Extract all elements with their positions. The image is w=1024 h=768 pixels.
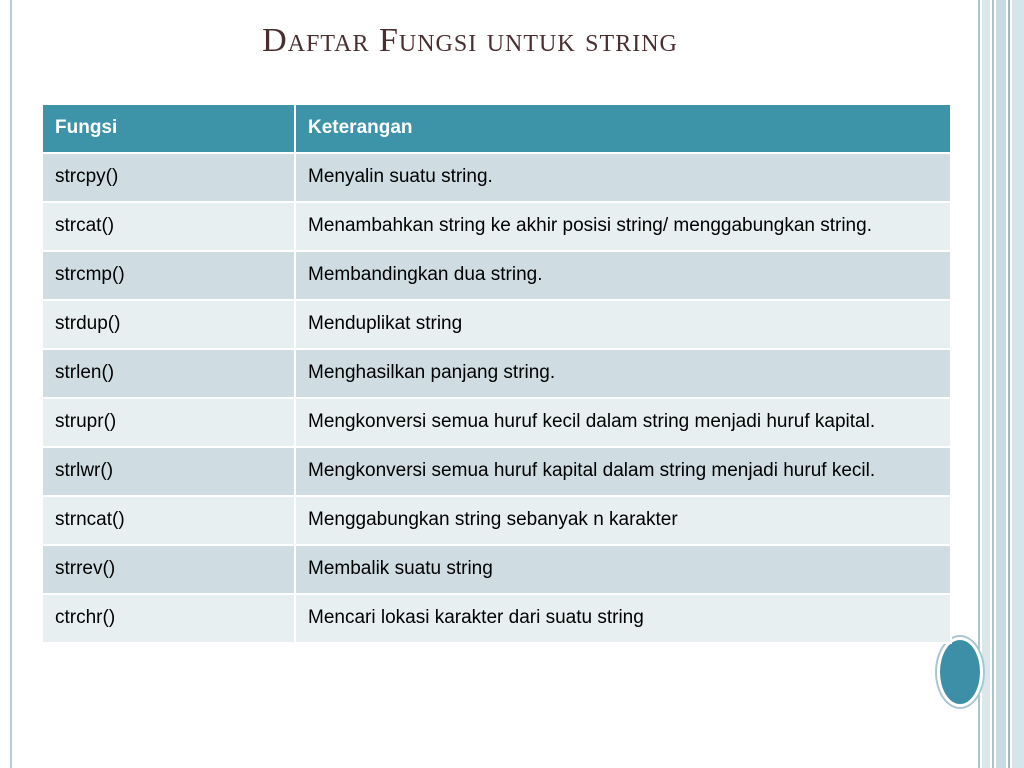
description-cell: Mengkonversi semua huruf kecil dalam string menjadi huruf kapital. — [295, 398, 951, 447]
table-row — [42, 349, 951, 398]
table-row — [42, 300, 951, 349]
description-cell: Menyalin suatu string. — [295, 153, 951, 202]
table-row — [42, 202, 951, 251]
table-header-row — [42, 104, 951, 153]
function-name-cell: strcpy() — [42, 153, 295, 202]
function-name-cell: strdup() — [42, 300, 295, 349]
function-name-cell: strcat() — [42, 202, 295, 251]
description-cell: Mengkonversi semua huruf kapital dalam string menjadi huruf kecil. — [295, 447, 951, 496]
function-name-cell: ctrchr() — [42, 594, 295, 643]
function-name-cell: strrev() — [42, 545, 295, 594]
function-table — [41, 103, 952, 644]
stripe — [1012, 0, 1024, 768]
table-row — [42, 545, 951, 594]
description-cell: Menggabungkan string sebanyak n karakter — [295, 496, 951, 545]
description-cell: Menambahkan string ke akhir posisi string/ menggabungkan string. — [295, 202, 951, 251]
description-cell: Membalik suatu string — [295, 545, 951, 594]
stripe — [982, 0, 990, 768]
left-frame-line — [10, 0, 12, 768]
description-cell: Mencari lokasi karakter dari suatu string — [295, 594, 951, 643]
table-row — [42, 594, 951, 643]
table-row — [42, 447, 951, 496]
function-name-cell: strlen() — [42, 349, 295, 398]
description-cell: Menghasilkan panjang string. — [295, 349, 951, 398]
header-keterangan: Keterangan — [295, 104, 951, 153]
right-decorative-stripes — [978, 0, 1024, 768]
function-name-cell: strupr() — [42, 398, 295, 447]
table-row — [42, 496, 951, 545]
stripe — [996, 0, 1006, 768]
function-name-cell: strncat() — [42, 496, 295, 545]
stripe — [992, 0, 994, 768]
decorative-circle — [937, 637, 983, 707]
description-cell: Membandingkan dua string. — [295, 251, 951, 300]
table-row — [42, 398, 951, 447]
function-name-cell: strcmp() — [42, 251, 295, 300]
table-row — [42, 153, 951, 202]
slide-title: Daftar Fungsi untuk string — [262, 22, 678, 59]
header-fungsi: Fungsi — [42, 104, 295, 153]
description-cell: Menduplikat string — [295, 300, 951, 349]
stripe — [1008, 0, 1010, 768]
function-name-cell: strlwr() — [42, 447, 295, 496]
table-row — [42, 251, 951, 300]
